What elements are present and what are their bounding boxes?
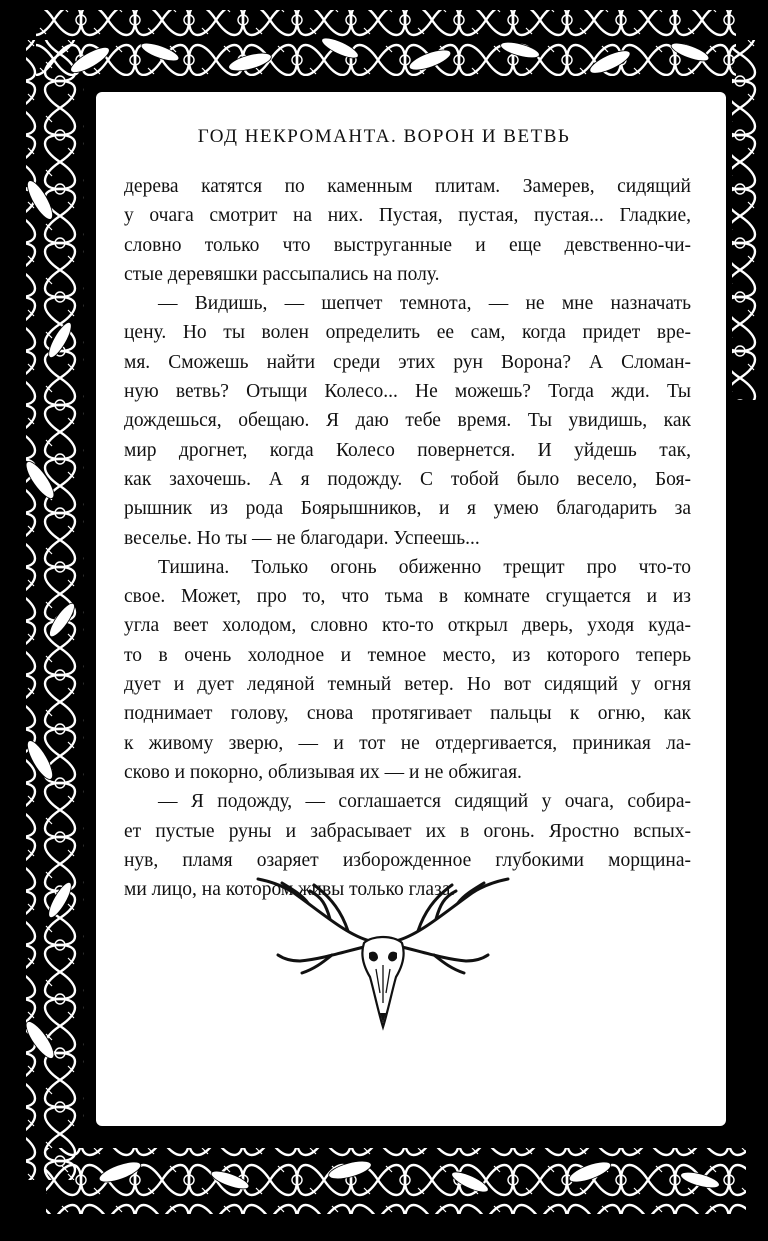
text-line: Тишина. Только огонь обиженно трещит про что-то bbox=[158, 556, 691, 578]
body-text bbox=[124, 172, 691, 904]
text-line: ную ветвь? Отыщи Колесо... Не можешь? Тогда жди. Ты bbox=[124, 381, 691, 403]
text-line: рышник из рода Боярышников, и я умею благодарить за bbox=[124, 498, 691, 520]
text-line: стые деревяшки рассыпались на полу. bbox=[124, 263, 440, 285]
text-line: то в очень холодное и темное место, из которого теперь bbox=[124, 644, 691, 666]
text-line: цену. Но ты волен определить ее сам, когда придет вре- bbox=[124, 322, 691, 344]
text-line: мир дрогнет, когда Колесо повернется. И уйдешь так, bbox=[124, 439, 691, 461]
text-line: у очага смотрит на них. Пустая, пустая, пустая... Гладкие, bbox=[124, 205, 691, 227]
text-line: угла веет холодом, словно кто-то открыл дверь, уходя куда- bbox=[124, 615, 691, 637]
text-line: веселье. Но ты — не благодари. Успеешь... bbox=[124, 527, 480, 549]
text-line: к живому зверю, — и тот не отдергивается, приникая ла- bbox=[124, 732, 691, 754]
text-line: ми лицо, на котором живы только глаза. bbox=[124, 879, 456, 901]
text-line: — Я подожду, — соглашается сидящий у очага, собира- bbox=[158, 791, 691, 813]
text-line: ет пустые руны и забрасывает их в огонь. Яростно вспых- bbox=[124, 820, 691, 842]
text-line: мя. Сможешь найти среди этих рун Ворона? А Сломан- bbox=[124, 351, 691, 373]
text-line: сково и покорно, облизывая их — и не обжигая. bbox=[124, 761, 522, 783]
text-line: свое. Может, про то, что тьма в комнате сгущается и из bbox=[124, 586, 691, 608]
text-line: поднимает голову, снова протягивает пальцы к огню, как bbox=[124, 703, 691, 725]
text-line: дождешься, обещаю. Я даю тебе время. Ты увидишь, как bbox=[124, 410, 691, 432]
text-line: как захочешь. А я подожду. С тобой было весело, Боя- bbox=[124, 468, 691, 490]
text-line: дерева катятся по каменным плитам. Замерев, сидящий bbox=[124, 176, 691, 197]
deer-skull-icon bbox=[252, 873, 514, 1033]
text-line: — Видишь, — шепчет темнота, — не мне назначать bbox=[158, 293, 691, 315]
text-line: дует и дует ледяной темный ветер. Но вот сидящий у огня bbox=[124, 674, 691, 696]
text-line: нув, пламя озаряет изборожденное глубокими морщина- bbox=[124, 849, 691, 871]
running-header: ГОД НЕКРОМАНТА. ВОРОН И ВЕТВЬ bbox=[197, 126, 571, 147]
text-line: словно только что выструганные и еще девственно-чи- bbox=[124, 234, 691, 256]
